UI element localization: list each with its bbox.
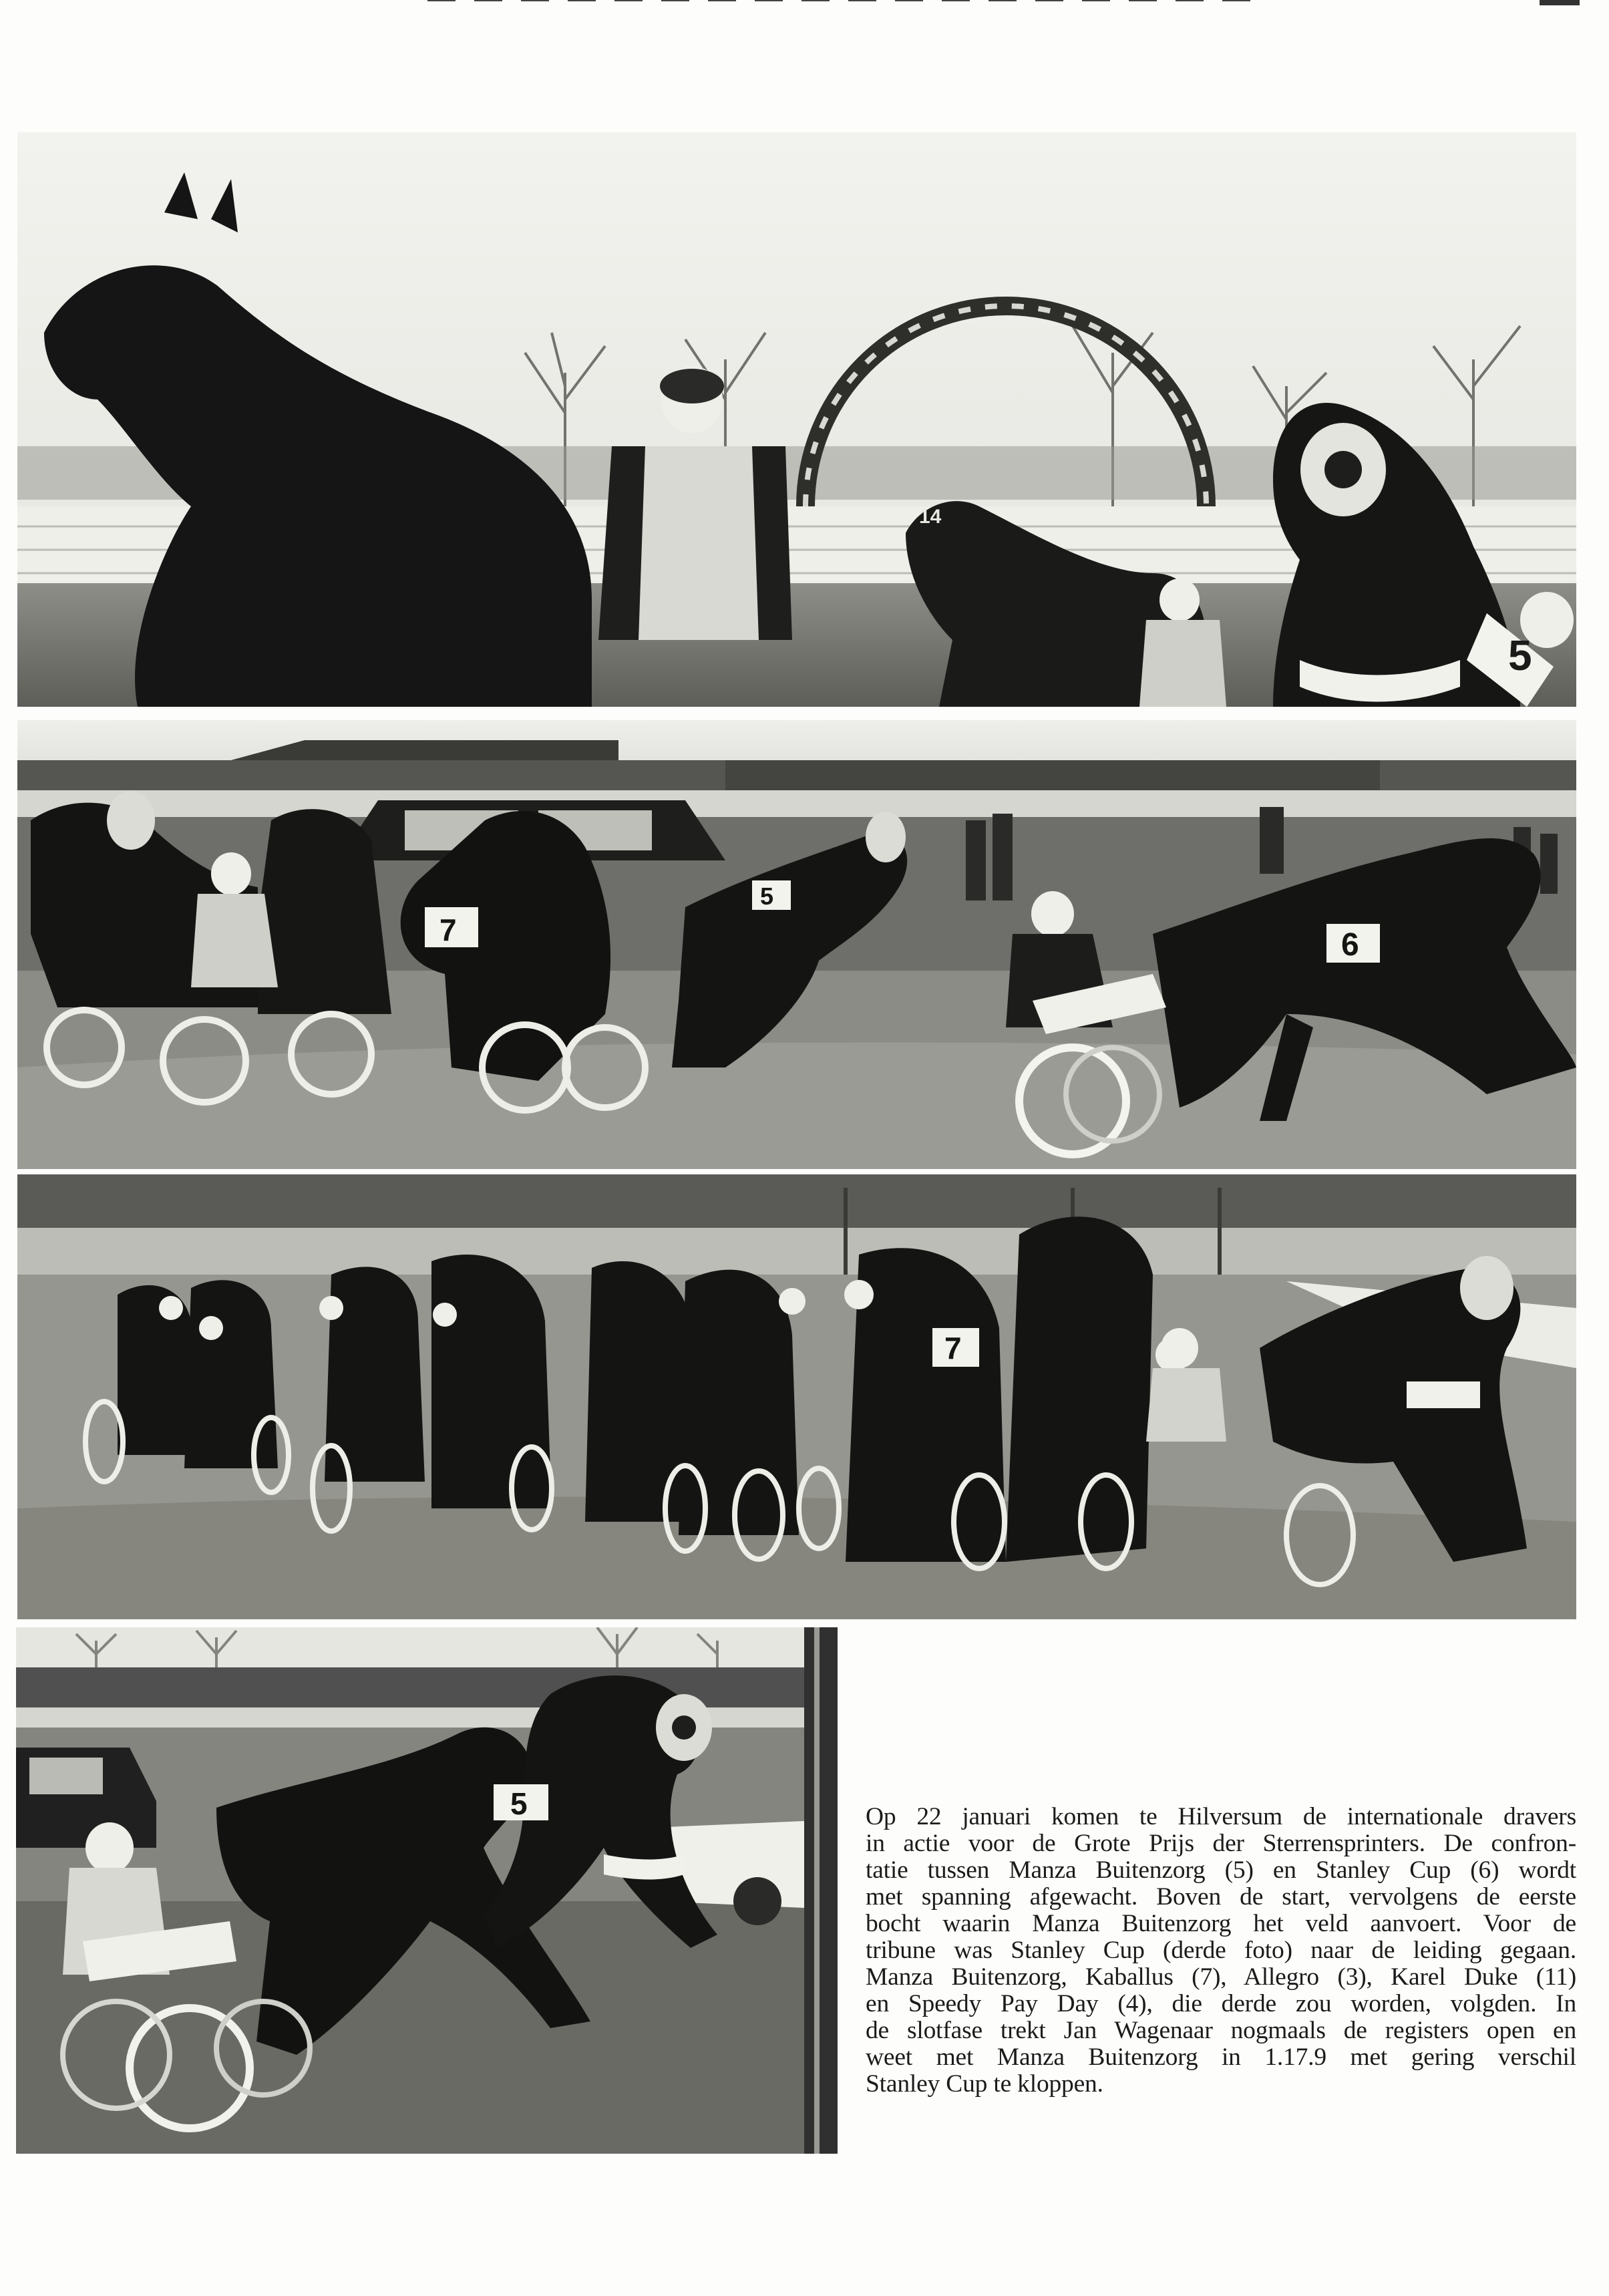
photo-1-number-5: 5 [1508,631,1532,679]
photo-4-number-5: 5 [510,1786,528,1821]
photo-4-image [16,1627,838,2154]
photo-2-number-6: 6 [1341,927,1359,963]
photo-3-number-7: 7 [944,1331,962,1365]
page-corner-mark [1540,0,1580,5]
caption-line: weet met Manza Buitenzorg in 1.17.9 met gering verschil [866,2043,1576,2071]
photo-first-bend [17,720,1576,1169]
photo-start-closeup [17,132,1576,707]
caption-line: in actie voor de Grote Prijs der Sterrensprinters. De confron- [866,1830,1576,1857]
header-text-fragment [427,0,1256,1]
photo-pack-before-stand [17,1174,1576,1619]
caption-line: tatie tussen Manza Buitenzorg (5) en Stanley Cup (6) wordt [866,1856,1576,1884]
photo-2-image [17,720,1576,1169]
photo-3-image [17,1174,1576,1619]
caption-line: bocht waarin Manza Buitenzorg het veld aanvoert. Voor de [866,1910,1576,1937]
photo-1-image [17,132,1576,707]
running-header-cutoff [427,0,1296,15]
caption-line: met spanning afgewacht. Boven de start, vervolgens de eerste [866,1883,1576,1911]
caption-line: Manza Buitenzorg, Kaballus (7), Allegro (3), Karel Duke (11) [866,1963,1576,1991]
photo-finish [16,1627,838,2154]
caption-line: de slotfase trekt Jan Wagenaar nogmaals de registers open en [866,2017,1576,2044]
photo-1-number-14: 14 [919,506,942,528]
caption-line: Op 22 januari komen te Hilversum de internationale dravers [866,1803,1576,1830]
photo-2-number-5: 5 [760,882,774,910]
photo-caption [866,1804,1576,2098]
photo-2-number-7-label: 7 [439,913,457,947]
caption-line: tribune was Stanley Cup (derde foto) naar de leiding gegaan. [866,1937,1576,1964]
caption-line: Stanley Cup te kloppen. [866,2070,1103,2098]
caption-line: en Speedy Pay Day (4), die derde zou worden, volgden. In [866,1990,1576,2017]
